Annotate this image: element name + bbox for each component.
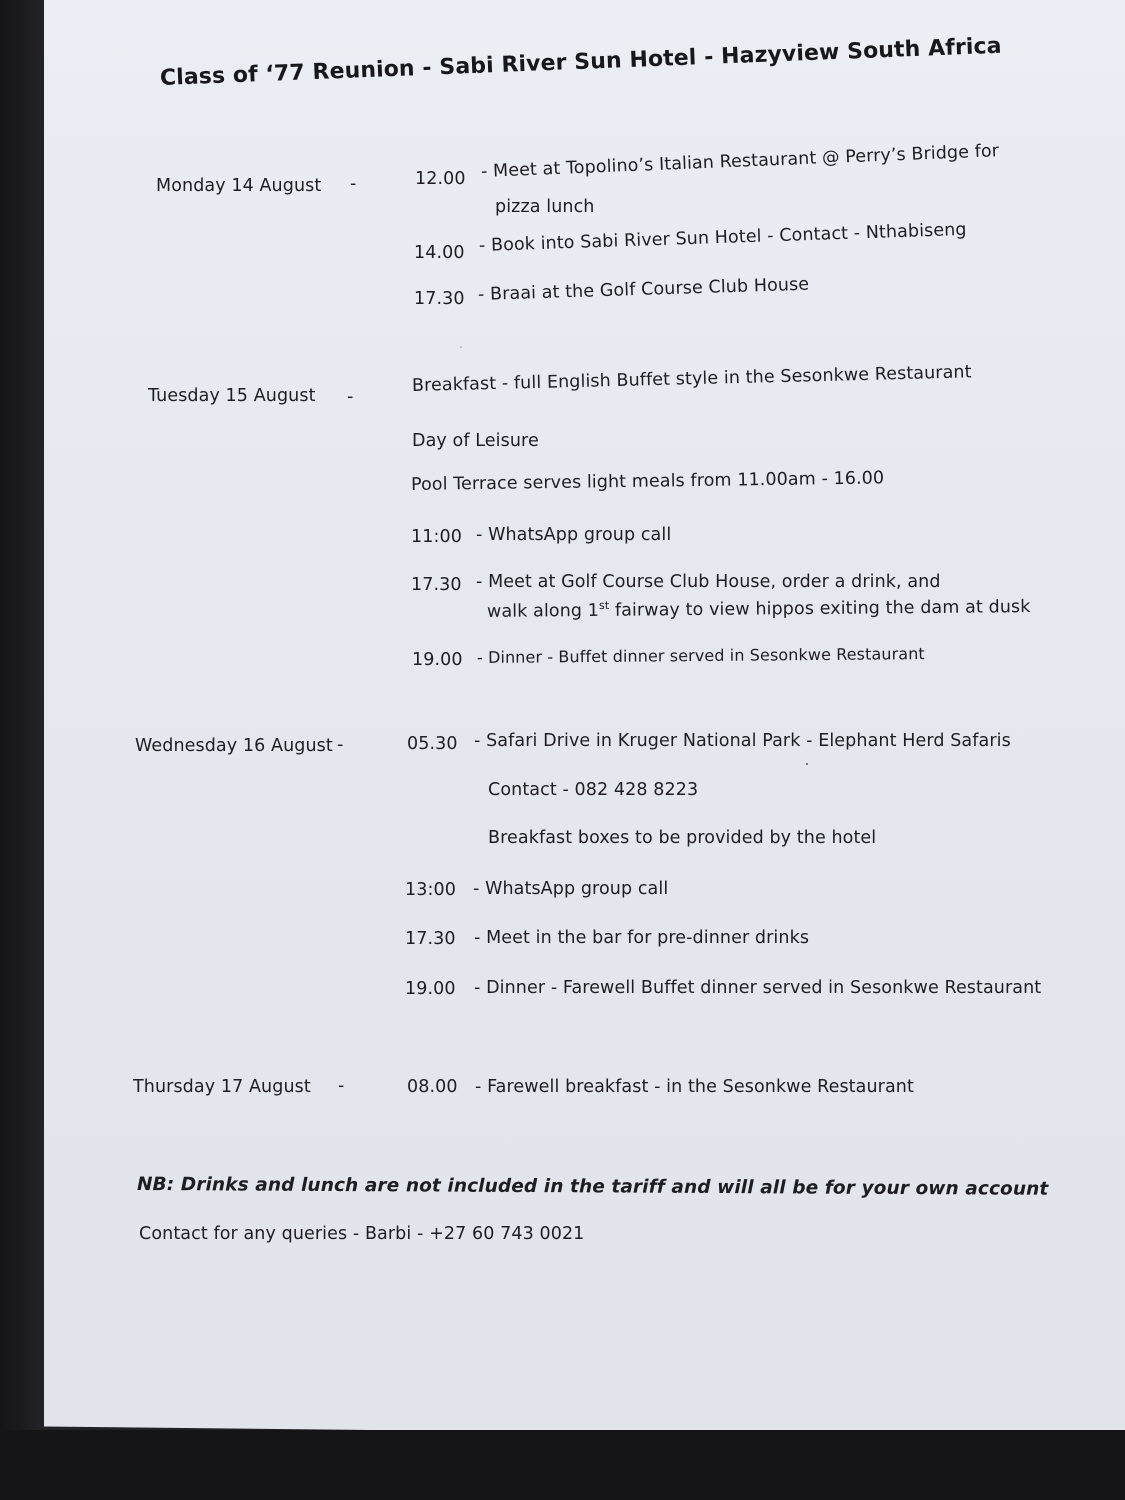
entry-text: - Dinner - Buffet dinner served in Sesonkwe Restaurant — [476, 644, 925, 667]
entry-text: - Book into Sabi River Sun Hotel - Contact - Nthabiseng — [478, 219, 967, 256]
entry-text: - Farewell breakfast - in the Sesonkwe Restaurant — [475, 1077, 914, 1097]
day-label-thursday: Thursday 17 August — [133, 1077, 311, 1097]
entry-text-part: fairway to view hippos exiting the dam at dusk — [609, 597, 1031, 621]
superscript-st: st — [598, 598, 610, 613]
contact-line: Contact for any queries - Barbi - +27 60 743 0021 — [139, 1224, 585, 1244]
day-label-monday: Monday 14 August — [156, 176, 322, 196]
entry-time: 19.00 — [412, 650, 463, 670]
entry-text: - Safari Drive in Kruger National Park - Elephant Herd Safaris — [474, 731, 1011, 751]
entry-time: 08.00 — [407, 1077, 458, 1097]
entry-text-continued: Contact - 082 428 8223 — [488, 780, 699, 800]
entry-time: 05.30 — [407, 734, 458, 754]
day-dash-tuesday: - — [347, 387, 354, 407]
entry-text: - Meet at Golf Course Club House, order a drink, and — [476, 572, 941, 592]
entry-text: - Meet in the bar for pre-dinner drinks — [474, 928, 810, 948]
entry-time: 17.30 — [414, 289, 465, 309]
entry-text: - Meet at Topolino’s Italian Restaurant @ Perry’s Bridge for — [480, 141, 1000, 182]
entry-text-part: walk along 1 — [486, 600, 600, 622]
entry-text: - Dinner - Farewell Buffet dinner served in Sesonkwe Restaurant — [474, 978, 1042, 998]
entry-time: 17.30 — [411, 575, 462, 595]
entry-text: - Braai at the Golf Course Club House — [477, 274, 810, 305]
day-dash-monday: - — [350, 174, 357, 194]
entry-time: 13:00 — [405, 880, 456, 900]
day-note: Pool Terrace serves light meals from 11.00am - 16.00 — [410, 468, 885, 495]
day-note: Day of Leisure — [412, 431, 539, 451]
entry-text: - WhatsApp group call — [476, 525, 672, 545]
paper-speck — [806, 763, 808, 765]
day-dash-thursday: - — [338, 1076, 345, 1096]
entry-time: 11:00 — [411, 527, 462, 547]
background-surface — [0, 1430, 1125, 1500]
entry-time: 19.00 — [405, 979, 456, 999]
day-note: Breakfast - full English Buffet style in the Sesonkwe Restaurant — [411, 362, 972, 396]
day-dash-wednesday: - — [337, 735, 344, 755]
entry-time: 14.00 — [414, 243, 465, 263]
entry-text-continued: pizza lunch — [495, 197, 595, 217]
entry-text: - WhatsApp group call — [473, 879, 669, 899]
document-title: Class of ‘77 Reunion - Sabi River Sun Hotel - Hazyview South Africa — [159, 33, 1003, 91]
day-label-tuesday: Tuesday 15 August — [148, 386, 316, 406]
entry-time: 17.30 — [405, 929, 456, 949]
entry-text-continued: Breakfast boxes to be provided by the hotel — [488, 828, 877, 848]
day-label-wednesday: Wednesday 16 August — [135, 736, 333, 756]
entry-time: 12.00 — [415, 169, 466, 189]
nb-note: NB: Drinks and lunch are not included in the tariff and will all be for your own account — [136, 1174, 1049, 1200]
paper-speck — [460, 346, 462, 348]
